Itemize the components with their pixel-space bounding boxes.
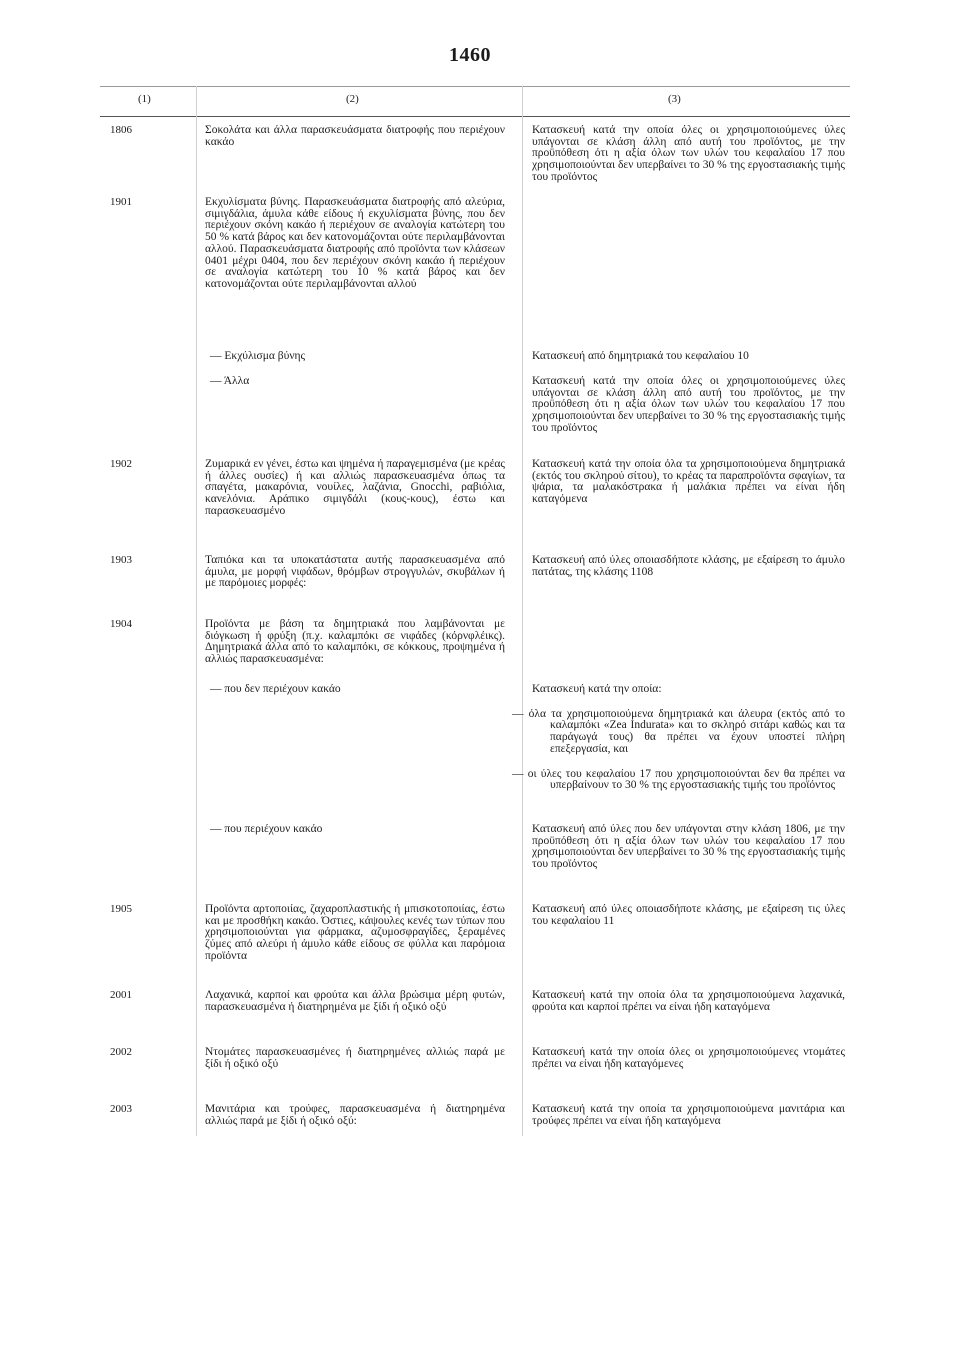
origin-rule: Κατασκευή κατά την οποία τα χρησιμοποιούμενα μανιτάρια και τρούφες πρέπει να είναι ήδη καταγόμενα <box>532 1103 845 1127</box>
column-divider-1 <box>196 86 197 1136</box>
origin-rule: Κατασκευή από ύλες οποιασδήποτε κλάσης, με εξαίρεση το άμυλο πατάτας, της κλάσης 1108 <box>532 554 845 578</box>
heading-code: 2003 <box>110 1103 132 1115</box>
column-header-1: (1) <box>138 93 151 105</box>
product-description: Προϊόντα αρτοποιίας, ζαχαροπλαστικής ή μπισκοτοποιίας, έστω και με προσθήκη κακάο. Όστιες, κάψουλες κενές των τύπων που χρησιμοποιούνται για φάρμακα, αζυμοσφραγίδες, ξεραμένες ζύμες από αλεύρι ή άμυλο κάθε είδους σε φύλλα και παρόμοια προϊόντα <box>205 903 505 962</box>
column-header-2: (2) <box>346 93 359 105</box>
origin-rule <box>512 683 845 792</box>
page-number: 1460 <box>449 44 491 66</box>
heading-code: 1905 <box>110 903 132 915</box>
product-description: Σοκολάτα και άλλα παρασκευάσματα διατροφής που περιέχουν κακάο <box>205 124 505 148</box>
origin-rule: Κατασκευή κατά την οποία όλες οι χρησιμοποιούμενες ύλες υπάγονται σε κλάση άλλη από αυτή του προϊόντος, με την προϋπόθεση ότι η αξία όλων των υλών του κεφαλαίου 17 που χρησιμοποιούνται δεν υπερβαίνει το 30 % της εργοστασιακής τιμής του προϊόντος <box>532 375 845 434</box>
header-bottom-rule <box>100 116 850 117</box>
product-description: Μανιτάρια και τρούφες, παρασκευασμένα ή διατηρημένα αλλιώς παρά με ξίδι ή οξικό οξύ: <box>205 1103 505 1127</box>
heading-code: 2001 <box>110 989 132 1001</box>
column-header-3: (3) <box>668 93 681 105</box>
column-divider-2 <box>522 86 523 1136</box>
origin-rule: Κατασκευή κατά την οποία όλα τα χρησιμοποιούμενα δημητριακά (εκτός του σκληρού σίτου), το κρέας τα παραπροϊόντα σφαγίων, τα ψάρια, τα μαλακόστρακα ή μαλάκια πρέπει να είναι ήδη καταγόμενα <box>532 458 845 506</box>
origin-rule: Κατασκευή από ύλες που δεν υπάγονται στην κλάση 1806, με την προϋπόθεση ότι η αξία όλων των υλών του κεφαλαίου 17 που χρησιμοποιούνται δεν υπερβαίνει το 30 % της εργοστασιακής τιμής του προϊόντος <box>532 823 845 871</box>
product-description: Ζυμαρικά εν γένει, έστω και ψημένα ή παραγεμισμένα (με κρέας ή άλλες ουσίες) ή και αλλιώς παρασκευασμένα όπως τα σπαγέτα, μακαρόνια, νουίλες, λαζάνια, Gnocchi, ραβιόλια, κανελόνια. Αράπικο σιμιγδάλι (κους-κους), έστω και παρασκευασμένο <box>205 458 505 517</box>
heading-code: 1904 <box>110 618 132 630</box>
product-description: Λαχανικά, καρποί και φρούτα και άλλα βρώσιμα μέρη φυτών, παρασκευασμένα ή διατηρημένα με ξίδι ή οξικό οξύ <box>205 989 505 1013</box>
subitem-label: — που δεν περιέχουν κακάο <box>210 683 341 695</box>
origin-rule: Κατασκευή κατά την οποία όλα τα χρησιμοποιούμενα λαχανικά, φρούτα και καρποί πρέπει να είναι ήδη καταγόμενα <box>532 989 845 1013</box>
heading-code: 1902 <box>110 458 132 470</box>
subitem-label: — Άλλα <box>210 375 250 387</box>
subitem-label: — που περιέχουν κακάο <box>210 823 323 835</box>
heading-code: 1806 <box>110 124 132 136</box>
subitem-label: — Εκχύλισμα βύνης <box>210 350 306 362</box>
heading-code: 1903 <box>110 554 132 566</box>
product-description: Ντομάτες παρασκευασμένες ή διατηρημένες αλλιώς παρά με ξίδι ή οξικό οξύ <box>205 1046 505 1070</box>
product-description: Προϊόντα με βάση τα δημητριακά που λαμβάνονται με διόγκωση ή φρύξη (π.χ. καλαμπόκι σε νιφάδες (κόρνφλέικς). Δημητριακά άλλα από το καλαμπόκι, σε κόκκους, προψημένα ή αλλιώς παρασκευασμένα: <box>205 618 505 666</box>
heading-code: 1901 <box>110 196 132 208</box>
origin-rule-condition: — οι ύλες του κεφαλαίου 17 που χρησιμοποιούνται δεν θα πρέπει να υπερβαίνουν το 30 % της εργοστασιακής τιμής του προϊόντος <box>512 767 845 792</box>
product-description: Εκχυλίσματα βύνης. Παρασκευάσματα διατροφής από αλεύρια, σιμιγδάλια, άμυλα κάθε είδους ή εκχυλίσματα βύνης, που δεν περιέχουν σκόνη κακάο ή περιέχουν σε αναλογία κατώτερη του 50 % κατά βάρος και δεν κατονομάζονται ούτε περιλαμβάνονται αλλού. Παρασκευάσματα διατροφής από προϊόντα των κλάσεων 0401 μέχρι 0404, που δεν περιέχουν σκόνη κακάο ή περιέχουν σε αναλογία κατώτερη του 10 % κατά βάρος και δεν κατονομάζονται ούτε περιλαμβάνονται αλλού <box>205 196 505 290</box>
origin-rule-condition: — όλα τα χρησιμοποιούμενα δημητριακά και άλευρα (εκτός από το καλαμπόκι «Zea Indurata» και το σκληρό σιτάρι καθώς και τα παράγωγά τους) θα πρέπει να έχουν υποστεί πλήρη επεξεργασία, και <box>512 707 845 755</box>
origin-rule: Κατασκευή από ύλες οποιασδήποτε κλάσης, με εξαίρεση τις ύλες του κεφαλαίου 11 <box>532 903 845 927</box>
product-description: Ταπιόκα και τα υποκατάστατα αυτής παρασκευασμένα από άμυλα, με μορφή νιφάδων, θρόμβων στρογγυλών, σκυβάλων ή με παρόμοιες μορφές: <box>205 554 505 590</box>
origin-rule: Κατασκευή κατά την οποία όλες οι χρησιμοποιούμενες ντομάτες πρέπει να είναι ήδη καταγόμενες <box>532 1046 845 1070</box>
origin-rule: Κατασκευή κατά την οποία όλες οι χρησιμοποιούμενες ύλες υπάγονται σε κλάση άλλη από αυτή του προϊόντος, με την προϋπόθεση ότι η αξία όλων των υλών του κεφαλαίου 17 που χρησιμοποιούνται δεν υπερβαίνει το 30 % της εργοστασιακής τιμής του προϊόντος <box>532 124 845 183</box>
header-top-rule <box>100 86 850 87</box>
origin-rule: Κατασκευή από δημητριακά του κεφαλαίου 10 <box>532 350 749 362</box>
origin-rule-intro: Κατασκευή κατά την οποία: <box>532 683 662 695</box>
heading-code: 2002 <box>110 1046 132 1058</box>
